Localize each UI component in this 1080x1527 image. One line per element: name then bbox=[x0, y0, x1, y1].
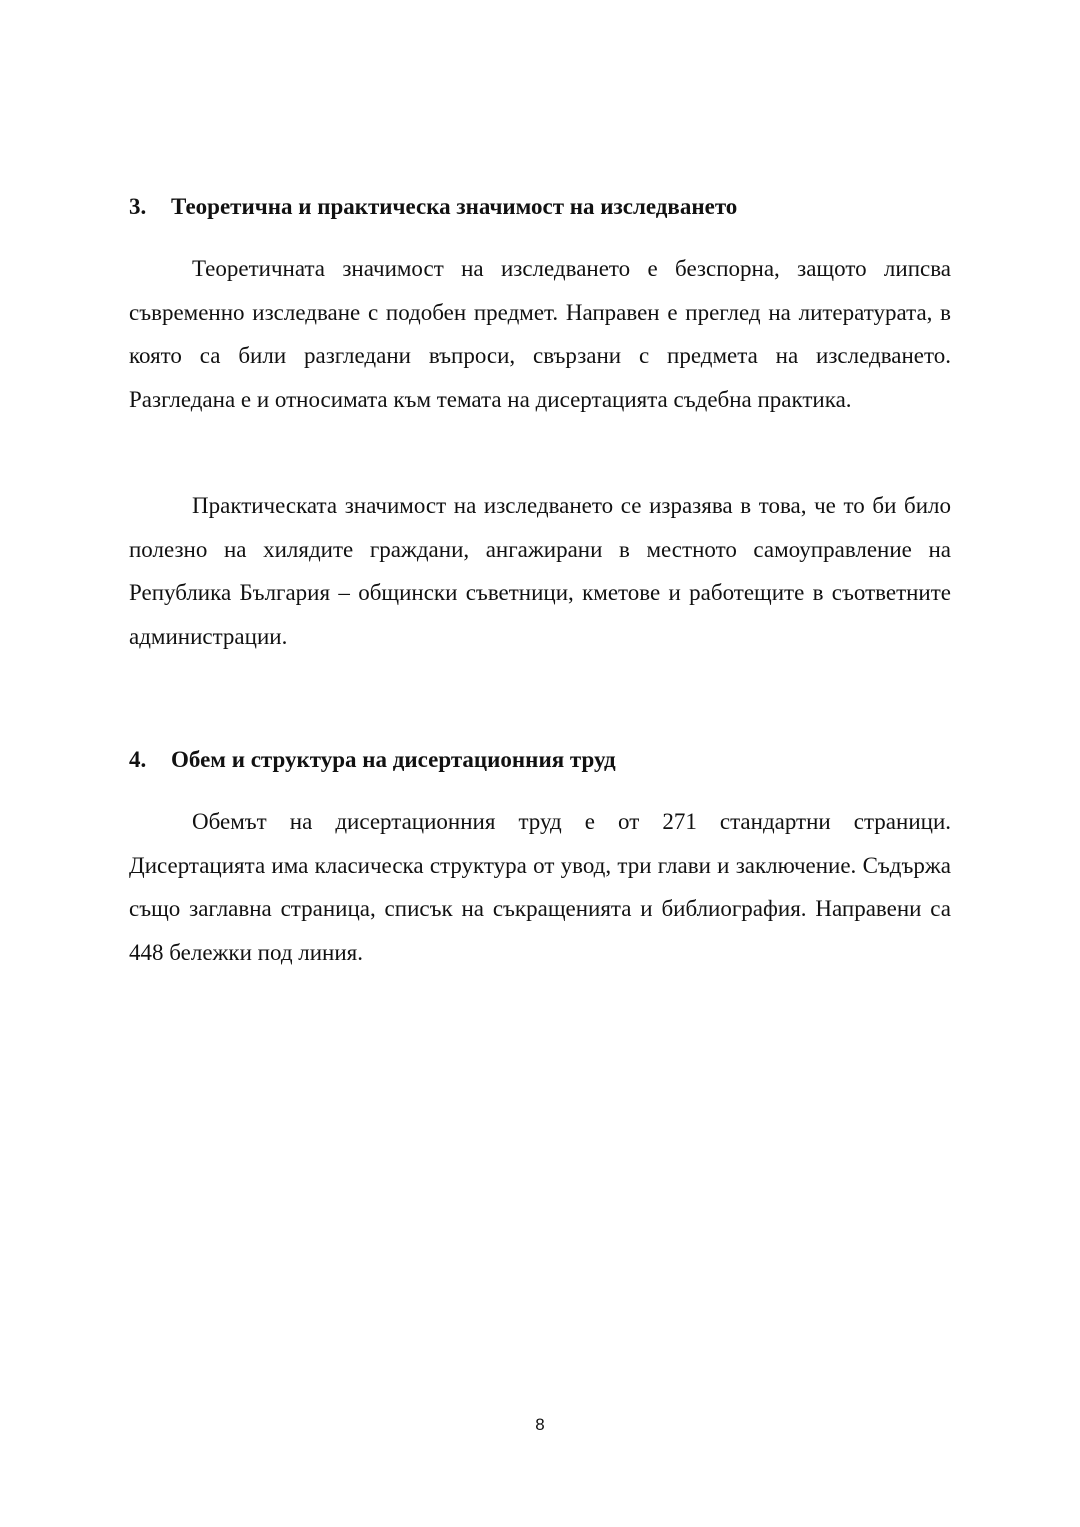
section-3-paragraph-1: Теоретичната значимост на изследването е безспорна, защото липсва съвременно изследване с подобен предмет. Направен е преглед на литературата, в която са били разгледани въпроси, свързани с предмета на изследването. Разгледана е и относимата към темата на дисертацията съдебна практика. bbox=[129, 256, 951, 412]
section-4-title: Обем и структура на дисертационния труд bbox=[171, 747, 616, 772]
section-3-number: 3. bbox=[129, 194, 147, 219]
section-3-heading bbox=[129, 192, 951, 222]
page-number: 8 bbox=[535, 1415, 545, 1434]
section-4-heading bbox=[129, 745, 951, 775]
section-3-paragraph-2: Практическата значимост на изследването се изразява в това, че то би било полезно на хилядите граждани, ангажирани в местното самоуправление на Република България – общински съветници, кметове и работещите в съответните администрации. bbox=[129, 493, 951, 649]
section-4-number: 4. bbox=[129, 747, 147, 772]
section-4-paragraph-1: Обемът на дисертационния труд е от 271 стандартни страници. Дисертацията има класическа структура от увод, три глави и заключение. Съдържа също заглавна страница, списък на съкращенията и библиография. Направени са 448 бележки под линия. bbox=[129, 809, 951, 965]
section-3-title: Теоретична и практическа значимост на изследването bbox=[171, 194, 738, 219]
